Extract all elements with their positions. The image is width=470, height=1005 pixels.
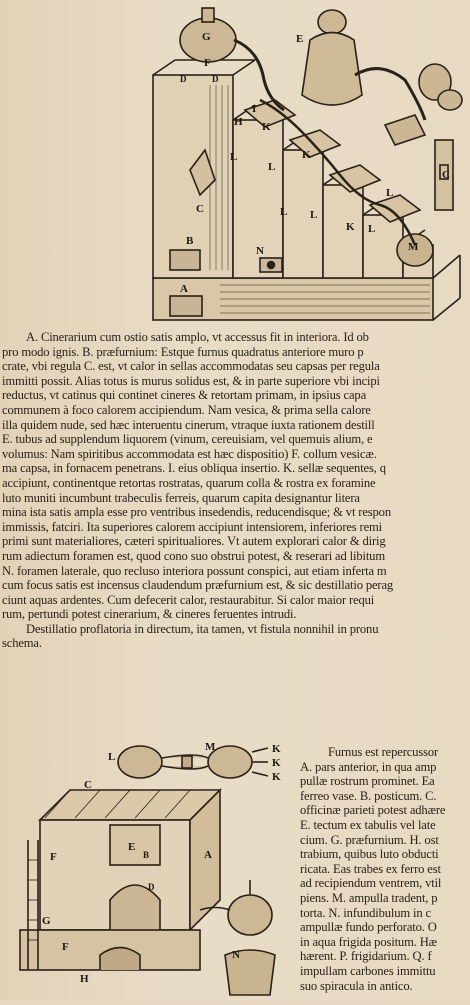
text-line: cum focus satis est incensus claudendum præfurnium est, & sic destillatio perag [2, 578, 394, 593]
furnace-illustration [150, 0, 470, 325]
fig2-label-G: G [42, 915, 51, 927]
text-line: E. tubus ad supplendum liquorem (vinum, cereuisiam, vel quemuis alium, e [2, 432, 373, 447]
fig2-label-M: M [205, 741, 216, 753]
text-line: Destillatio proflatoria in directum, ita tamen, vt fistula nonnihil in pronu [26, 621, 379, 636]
text-line: primi sunt materialiores, cæteri spiritualiores. Vt autem explorari calor & dirig [2, 534, 386, 549]
fig2-label-H: H [80, 973, 89, 985]
fig-label-E: E [296, 33, 304, 45]
fig-label-I: I [252, 103, 257, 115]
fig2-label-L: L [108, 751, 116, 763]
side-text-line: Furnus est repercussor [328, 745, 439, 759]
fig-label-K3: K [346, 221, 355, 233]
text-line: reductus, vt catinus qui continet cineres & retortam primam, in ipsius capa [2, 388, 367, 403]
side-text-line: pullæ rostrum prominet. Ea [300, 774, 435, 789]
side-text-line: ad recipiendum ventrem, vtil [300, 876, 442, 891]
text-line: accipiunt, continentque retortas rostratas, quarum colla & rostra ex foramine [2, 475, 376, 490]
woodcut-reverberatory-furnace-figure [0, 740, 300, 1000]
text-line: mina ista satis ampla esse pro ventribus insedendis, reducendisque; & vt respon [2, 505, 391, 520]
fig-label-L5: L [368, 223, 376, 235]
side-text-line: torta. N. infundibulum in c [300, 905, 431, 920]
fig2-label-F: F [50, 851, 57, 863]
text-line: N. foramen laterale, quo recluso interiora possunt conspici, aut etiam inferta m [2, 563, 387, 578]
fig2-label-E: E [128, 841, 136, 853]
reverberatory-illustration [0, 740, 300, 1000]
fig-label-L3: L [280, 206, 288, 218]
fig-label-L4: L [310, 209, 318, 221]
fig2-label-F2: F [62, 941, 69, 953]
fig-label-D2: D [212, 74, 219, 84]
fig-label-L1: L [230, 151, 238, 163]
side-text-line: A. pars anterior, in qua amp [300, 759, 437, 774]
text-line: volumus: Nam spiritibus accommodata est hæc dispositio) F. collum vesicæ. [2, 446, 377, 461]
fig-label-C: C [442, 169, 450, 181]
side-text-line: hærent. P. frigidarium. Q. f [300, 949, 432, 964]
side-text-line: E. tectum ex tabulis vel late [300, 817, 436, 832]
text-line: rum adiectum foramen est, quod cono suo obstrui potest, & reserari ad libitum [2, 548, 385, 563]
text-line: luto muniti incumbunt trabeculis ferreis, quarum capita designantur litera [2, 490, 360, 505]
fig2-label-K1: K [272, 743, 281, 755]
side-text-line: impullam carbones immittu [300, 963, 436, 978]
text-line: ciunt aquas ardentes. Cum defecerit calor, restaurabitur. Si calor maior requi [2, 592, 375, 607]
text-line: immitti possit. Alias totus is murus solidus est, & in parte superiore vbi incipi [2, 373, 380, 388]
text-line: crate, vbi regula C. est, vt calor in sellas accommodatas seu capsas per regula [2, 359, 380, 374]
fig-label-C2: C [196, 203, 204, 215]
fig2-label-B: B [143, 850, 150, 860]
text-line: illa quidem nude, sed hæc interuentu cinerum, vtraque iuxta rationem destill [2, 417, 375, 432]
fig-label-B: B [186, 235, 194, 247]
text-line: schema. [2, 636, 42, 651]
text-line: pro modo ignis. B. præfurnium: Estque furnus quadratus anteriore muro p [2, 344, 364, 359]
fig-label-N: N [256, 245, 264, 257]
side-text-line: ferreo vase. B. posticum. C. [300, 788, 437, 803]
text-line: communem à foco calorem accipiendum. Nam vesica, & prima sella calore [2, 402, 371, 417]
side-text-line: ampullæ fundo perforato. O [300, 920, 437, 935]
fig-label-M: M [408, 241, 419, 253]
text-line: rum, pertundi potest cinerarium, & cineres feruentes intrudi. [2, 607, 297, 622]
fig-label-F: F [204, 57, 211, 69]
woodcut-furnace-figure [150, 0, 470, 325]
side-text-line: ricata. Eas trabes ex ferro est [300, 861, 441, 876]
side-text-line: suo spiracula in antico. [300, 978, 413, 993]
side-text-line: officinæ parieti potest adhære [300, 803, 446, 818]
fig-label-G: G [202, 31, 211, 43]
fig2-label-D: D [148, 882, 155, 892]
fig-label-K2: K [302, 149, 311, 161]
text-line: immissis, fatciri. Ita superiores calorem accipiunt intensiorem, inferiores remi [2, 519, 383, 534]
fig-label-A: A [180, 283, 188, 295]
fig-label-D1: D [180, 74, 187, 84]
side-text-block [300, 745, 470, 993]
main-text-block [2, 330, 470, 651]
fig2-label-C: C [84, 779, 92, 791]
fig2-label-K3: K [272, 771, 281, 783]
fig2-label-A: A [204, 849, 212, 861]
side-text-line: in aqua frigida positum. Hæ [300, 934, 437, 949]
text-line: A. Cinerarium cum ostio satis amplo, vt accessus fit in interiora. Id ob [26, 330, 369, 344]
side-text-line: trabium, quibus luto obducti [300, 847, 439, 862]
fig2-label-N: N [232, 949, 240, 961]
fig-label-K1: K [262, 121, 271, 133]
side-text-line: cium. G. præfurnium. H. ost [300, 832, 439, 847]
fig-label-H: H [234, 116, 243, 128]
side-text-line: piens. M. ampulla tradent, p [300, 890, 438, 905]
text-line: ma capsa, in fornacem penetrans. I. eius obliqua insertio. K. sellæ sequentes, q [2, 461, 386, 476]
fig-label-L6: L [386, 187, 394, 199]
fig2-label-K2: K [272, 757, 281, 769]
fig-label-L2: L [268, 161, 276, 173]
